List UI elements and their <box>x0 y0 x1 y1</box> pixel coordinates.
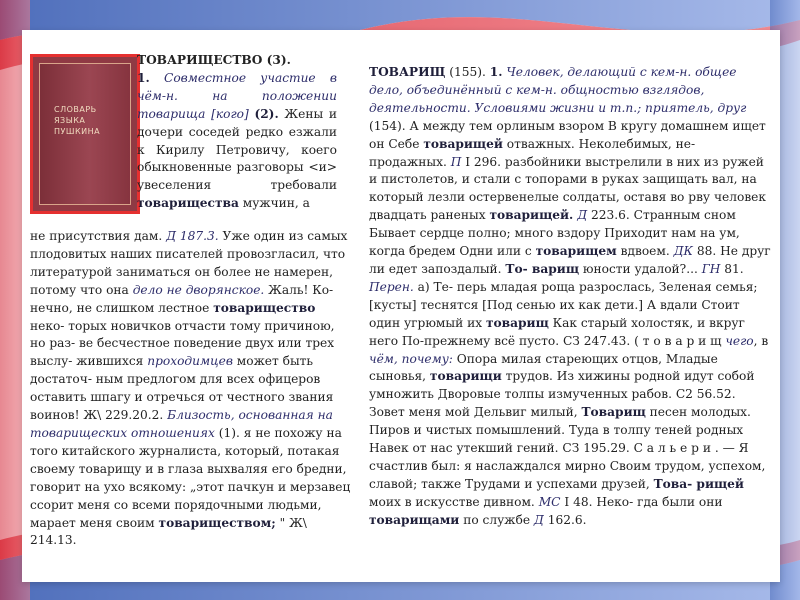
sense-count: (154). <box>369 118 406 133</box>
keyword: Товарищ <box>581 405 646 420</box>
quote-text: а) Те- перь младая роща разрослась, Зеленая семья; [кусты] теснятся [Под сенью их как дети.] А вдали Стоит один угрюмый их <box>369 279 758 330</box>
quote-text: Уже один из самых плодовитых наших писателей провозгласил, что литературой заниматься он более не намерен, потому что она <box>30 229 348 297</box>
source-ref: П <box>450 154 462 169</box>
sense-number: 1. <box>137 70 150 85</box>
quote-text: 162.6. <box>547 512 587 527</box>
quote-text: не присутствия дам. <box>30 229 163 243</box>
source-ref: МС <box>538 494 561 509</box>
source-ref: ГН <box>701 261 721 276</box>
quote-text: Жаль! Ко- нечно, не слишком лестное <box>30 282 334 315</box>
quote-italic: проходимцев <box>147 354 233 369</box>
sense-definition: Совместное участие в чём-н. на положении товарища [кого] <box>137 70 337 121</box>
quote-text: по службе <box>463 512 531 527</box>
quote-text: Опора милая стареющих отцов, Младые сыновья, <box>369 351 718 384</box>
dictionary-page <box>22 30 780 582</box>
source-ref: Ж\ 214.13. <box>30 515 307 548</box>
entry-tovarishchestvo-top <box>137 52 337 213</box>
keyword: товарищество <box>213 300 316 315</box>
quote-italic: дело не дворянское. <box>132 282 265 297</box>
quote-text: " <box>279 515 286 530</box>
quote-text: мужчин, а <box>242 196 310 211</box>
source-ref: Д 187.3. <box>166 229 219 243</box>
entry-heading: ТОВАРИЩЕСТВО (3). <box>137 53 291 67</box>
keyword: товарищами <box>369 512 460 527</box>
keyword: товарищем <box>535 244 617 259</box>
quote-text: юности удалой?... <box>582 261 698 276</box>
sense-definition: Человек, делающий с кем-н. общее дело, объединённый с кем-н. общностью взглядов, деятельности. Условиями жизни и т.п.; приятель, друг <box>369 65 747 115</box>
quote-text: Как старый холостяк, и вкруг него По-прежнему всё пусто. СЗ 247.43. ( т о в а р и щ <box>369 315 745 348</box>
book-cover-title: СЛОВАРЬ ЯЗЫКА ПУШКИНА <box>54 105 101 136</box>
sense-label: Перен. <box>369 279 414 294</box>
keyword: Това- рищей <box>653 476 744 491</box>
keyword: товарищей <box>423 136 503 151</box>
quote-text: вдвоем. <box>620 244 670 259</box>
quote-text: трудов. Из хижины родной идут собой умножить Дворовые толпы измученных рабов. С2 56.52. Зовет меня мой Дельвиг милый, <box>369 369 755 420</box>
book-cover-image <box>30 54 140 214</box>
quote-text: отважных. Неколебимых, не- продажных. <box>369 136 696 169</box>
keyword: товарищей. <box>489 208 574 223</box>
keyword: То- варищ <box>505 261 580 276</box>
keyword: товарищи <box>429 369 502 384</box>
sense-label: чём, почему: <box>369 351 453 366</box>
quote-text: 223.6. Странным сном Бывает сердце полно; много вздору Приходит нам на ум, когда бредем Одни или с <box>369 208 740 259</box>
quote-text: I 48. Неко- гда были они <box>564 494 723 509</box>
quote-text: , в <box>753 333 769 348</box>
quote-text: I 296. разбойники выстрелили в них из ружей и пистолетов, и стали с топорами в руках защищать вал, на который лезли остервенелые солдаты, оставя во рву человек двадцать раненых <box>369 154 767 223</box>
keyword: товариществом; <box>158 515 276 530</box>
sense-count: (2). <box>254 106 279 121</box>
entry-count: (155). <box>449 65 486 79</box>
sense-count: (1). <box>218 425 240 440</box>
quote-text: я не похожу на того китайского журналиста, который, потакая своему товарищу и в глаза выхваляя его бредни, говорит на ухо всякому: „этот пачкун и мерзавец ссорит меня со всеми порядочными людьми, марает меня своим <box>30 425 351 530</box>
source-ref: Д <box>577 208 588 223</box>
quote-text: 81. <box>724 261 744 276</box>
quote-text: моих в искусстве дивном. <box>369 494 535 509</box>
entry-tovarishchestvo-bottom <box>30 228 352 550</box>
sense-number: 1. <box>489 65 503 79</box>
quote-text: Жены и дочери соседей редко езжали к Кирилу Петровичу, коего обыкновенные разговоры <и> увеселения требовали <box>137 106 337 193</box>
book-cover-inner <box>39 63 131 205</box>
source-ref: Ж\ 229.20.2. <box>83 408 164 423</box>
keyword: товарищ <box>485 315 549 330</box>
source-ref: ДК <box>673 244 693 259</box>
keyword: товарищества <box>137 196 239 211</box>
sense-definition: Близость, основанная на товарищеских отношениях <box>30 408 333 440</box>
quote-text: песен молодых. Пиров и чистых помышлений. Туда в толпу теней родных Навек от нас утекший гений. СЗ 195.29. С а л ь е р и . — Я счастлив был: я наслаждался мирно Своим трудом, успехом, славой; также Трудами и успехами друзей, <box>369 405 766 491</box>
quote-text: неко- торых новичков отчасти тому причиною, но раз- ве бесчестное поведение двух или трех выслу- жившихся <box>30 318 335 369</box>
sense-label: чего <box>725 333 754 348</box>
entry-tovarishch <box>369 64 771 530</box>
entry-heading: ТОВАРИЩ <box>369 65 446 79</box>
source-ref: Д <box>533 512 544 527</box>
quote-text: может быть достаточ- ным предлогом для всех офицеров оставить шпагу и отречься от честного звания воинов! <box>30 354 334 423</box>
quote-text: А между тем орлиным взором В кругу домашнем ищет он Себе <box>369 118 766 151</box>
quote-text: 88. Не друг ли едет запоздалый. <box>369 244 771 276</box>
